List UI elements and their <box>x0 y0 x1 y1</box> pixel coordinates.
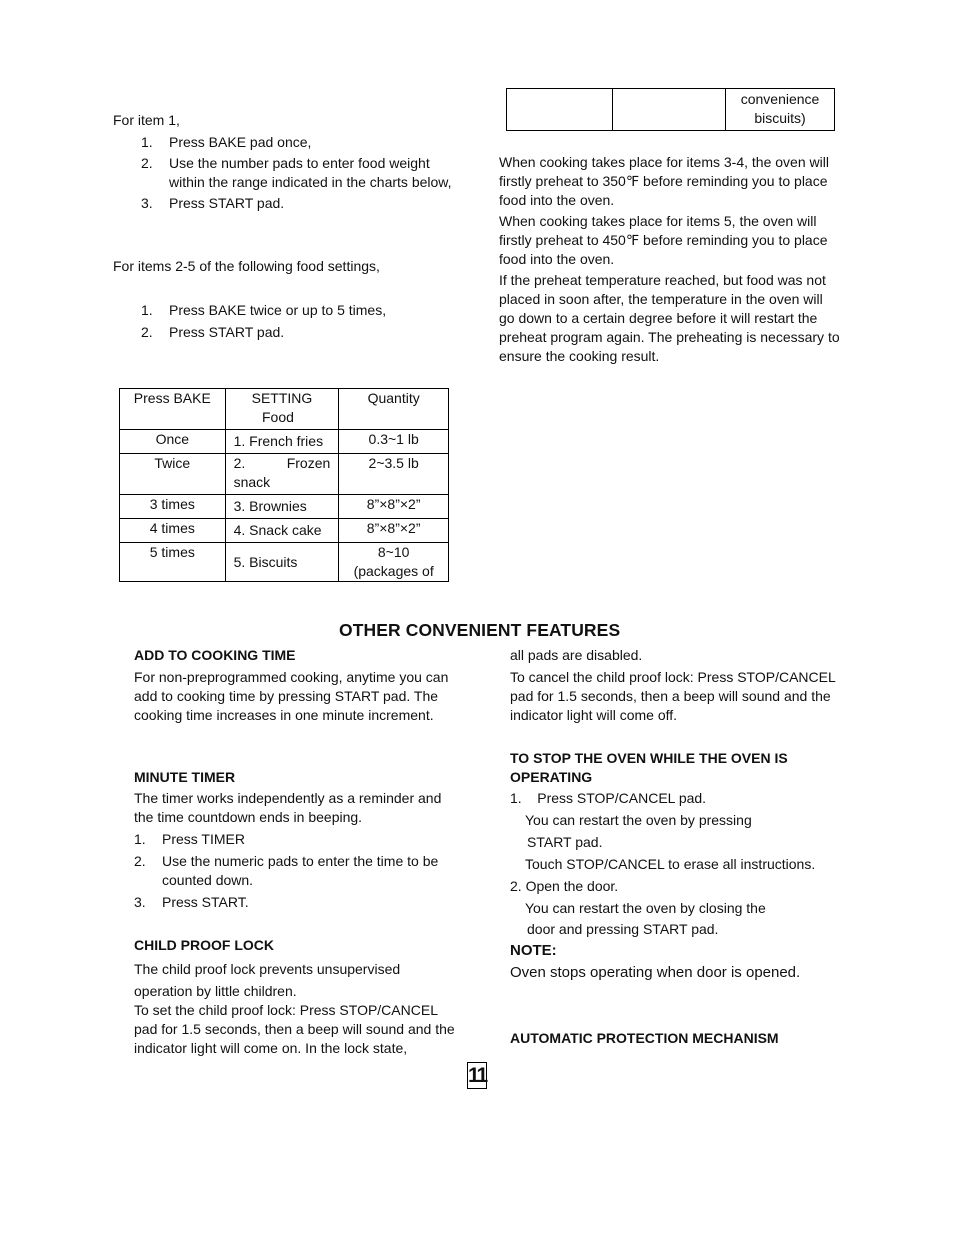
header-press-bake: Press BAKE <box>120 389 226 430</box>
item1-intro: For item 1, <box>113 112 180 128</box>
list-item: 2. Use the numeric pads to enter the time to be counted down. <box>134 853 439 888</box>
protection-heading: AUTOMATIC PROTECTION MECHANISM <box>510 1030 779 1046</box>
stop-step-2-detail-b: door and pressing START pad. <box>527 921 719 937</box>
items25-intro: For items 2-5 of the following food settings, <box>113 258 380 274</box>
quantity-cell: convenience biscuits) <box>726 89 835 131</box>
preheat-note-items-3-4: When cooking takes place for items 3-4, the oven will firstly preheat to 350℉ before reminding you to place food into the oven. <box>499 154 829 208</box>
preheat-note-restart: If the preheat temperature reached, but food was not placed in soon after, the temperature in the oven will go down to a certain degree before it will restart the preheat program again. The preheating is necessary to ensure the cooking result. <box>499 272 840 364</box>
table-header-row <box>120 389 449 430</box>
continuation-table <box>506 88 835 131</box>
list-item: 1. Press BAKE twice or up to 5 times, <box>141 302 387 318</box>
minute-timer-steps <box>106 830 462 912</box>
bake-settings-table <box>119 388 449 582</box>
table-row <box>507 89 835 131</box>
add-time-body: For non-preprogrammed cooking, anytime you can add to cooking time by pressing START pad. The cooking time increases in one minute increment. <box>134 669 449 723</box>
header-setting-food: SETTING Food <box>225 389 339 430</box>
food-cell: 2. Frozen snack <box>225 454 339 495</box>
stop-oven-heading: TO STOP THE OVEN WHILE THE OVEN IS OPERATING <box>510 750 788 785</box>
page-number: 11 <box>468 1064 487 1087</box>
section-title: OTHER CONVENIENT FEATURES <box>339 620 621 640</box>
stop-step-2-detail-a: You can restart the oven by closing the <box>525 900 766 916</box>
stop-step-1-detail-b: START pad. <box>527 834 603 850</box>
minute-timer-body: The timer works independently as a reminder and the time countdown ends in beeping. <box>134 790 442 825</box>
list-item: 2. Use the number pads to enter food weight within the range indicated in the charts below, <box>141 155 452 190</box>
stop-step-2: 2. Open the door. <box>510 878 619 894</box>
child-lock-set: To set the child proof lock: Press STOP/CANCEL pad for 1.5 seconds, then a beep will sound and the indicator light will come on. In the lock state, <box>134 1002 455 1056</box>
table-row: 5 times 5. Biscuits 8~10 (packages of <box>120 543 449 582</box>
list-item: 1. Press TIMER <box>134 831 245 847</box>
list-item: 2. Press START pad. <box>141 324 285 340</box>
child-lock-cancel: To cancel the child proof lock: Press STOP/CANCEL pad for 1.5 seconds, then a beep will sound and the indicator light will come off. <box>510 669 836 723</box>
note-text: Oven stops operating when door is opened. <box>510 964 801 981</box>
preheat-note-item-5: When cooking takes place for items 5, the oven will firstly preheat to 450℉ before reminding you to place food into the oven. <box>499 213 828 267</box>
list-item: 1. Press BAKE pad once, <box>141 134 312 150</box>
stop-step-1: 1. Press STOP/CANCEL pad. <box>510 790 707 806</box>
header-quantity: Quantity <box>339 389 449 430</box>
table-row: 4 times 4. Snack cake 8”×8”×2” <box>120 519 449 543</box>
table-row: Twice 2. Frozen snack 2~3.5 lb <box>120 454 449 495</box>
minute-timer-heading: MINUTE TIMER <box>134 769 236 785</box>
quantity-cell: 8~10 (packages of <box>339 543 449 582</box>
child-lock-continued: all pads are disabled. <box>510 647 643 663</box>
add-time-heading: ADD TO COOKING TIME <box>134 647 296 663</box>
preheat-notes <box>499 153 842 366</box>
items25-steps <box>113 301 453 342</box>
table-row: Once 1. French fries 0.3~1 lb <box>120 430 449 454</box>
list-item: 3. Press START. <box>134 894 249 910</box>
note-label: NOTE: <box>510 942 557 959</box>
table-row: 3 times 3. Brownies 8”×8”×2” <box>120 495 449 519</box>
stop-step-1-detail-c: Touch STOP/CANCEL to erase all instructions. <box>525 856 816 872</box>
child-lock-body: The child proof lock prevents unsupervised operation by little children. <box>134 961 401 999</box>
list-item: 3. Press START pad. <box>141 195 285 211</box>
stop-step-1-detail-a: You can restart the oven by pressing <box>525 812 752 828</box>
item1-steps <box>113 133 453 213</box>
child-lock-heading: CHILD PROOF LOCK <box>134 937 274 953</box>
